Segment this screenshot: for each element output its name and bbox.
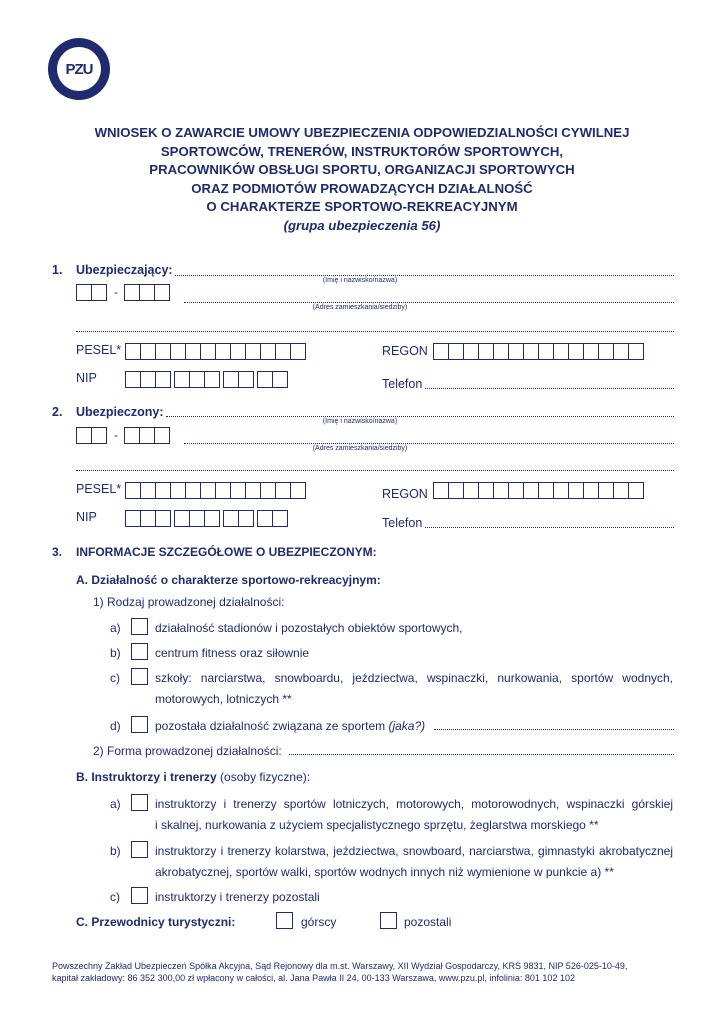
section2-address-line2[interactable] [76, 470, 674, 471]
section3c-heading: C. Przewodnicy turystyczni: [76, 915, 236, 929]
option-d-checkbox[interactable] [131, 716, 148, 733]
option-d-italic: (jaka?) [388, 719, 426, 733]
section1-pesel-label: PESEL* [76, 343, 122, 357]
option-letter: c) [110, 671, 120, 685]
section2-pesel-boxes[interactable] [125, 482, 305, 499]
title-line: PRACOWNIKÓW OBSŁUGI SPORTU, ORGANIZACJI SPORTOWYCH [149, 162, 575, 177]
guide-other-label: pozostali [404, 915, 452, 929]
section1-name-hint: (Imię i nazwisko/nazwa) [322, 277, 398, 284]
option-d-label: pozostała działalność związana ze sportem [155, 719, 386, 733]
instructor-a-text-line2: i skalnej, nurkowania z użyciem specjalistycznego sprzętu, żeglarstwa morskiego ** [155, 818, 599, 832]
option-letter: c) [110, 890, 120, 904]
footer-line1: Powszechny Zakład Ubezpieczeń Spółka Akcyjna, Sąd Rejonowy dla m.st. Warszawy, XII Wydział Gospodarczy, KRS 9831, NIP 526-025-10-49, [52, 961, 628, 971]
section3a-question2: 2) Forma prowadzonej działalności: [93, 744, 282, 758]
instructor-b-text-line2: akrobatycznej, sportów walki, sportów wodnych innych niż wymienione w punkcie a) ** [155, 865, 614, 879]
option-d-text [155, 719, 425, 733]
question2-line[interactable] [289, 754, 674, 755]
option-c-text-line2: motorowych, lotniczych ** [155, 692, 292, 706]
section3-number: 3. [52, 545, 63, 559]
instructor-c-checkbox[interactable] [131, 887, 148, 904]
guide-other-checkbox[interactable] [380, 912, 397, 929]
option-d-line[interactable] [434, 729, 674, 730]
option-c-text: szkoły: narciarstwa, snowboardu, jeździectwa, wspinaczki, nurkowania, sportów wodnych, [155, 671, 673, 685]
section2-number: 2. [52, 405, 63, 419]
section1-number: 1. [52, 263, 63, 277]
section2-phone-line[interactable] [425, 527, 674, 528]
instructor-b-checkbox[interactable] [131, 841, 148, 858]
pzu-logo [48, 38, 110, 100]
section1-pesel-boxes[interactable] [125, 343, 305, 360]
section2-label: Ubezpieczony: [76, 405, 164, 419]
section2-nip-label: NIP [76, 510, 97, 524]
title-line: WNIOSEK O ZAWARCIE UMOWY UBEZPIECZENIA ODPOWIEDZIALNOŚCI CYWILNEJ [94, 125, 630, 140]
section1-address-hint: (Adres zamieszkania/siedziby) [312, 304, 408, 311]
option-letter: b) [110, 646, 121, 660]
section2-nip-boxes[interactable] [125, 510, 287, 527]
footer [52, 960, 627, 984]
section3a-heading: A. Działalność o charakterze sportowo-rekreacyjnym: [76, 573, 381, 587]
section1-name-line[interactable] [175, 275, 674, 276]
option-a-checkbox[interactable] [131, 618, 148, 635]
option-b-checkbox[interactable] [131, 643, 148, 660]
option-letter: b) [110, 844, 121, 858]
guide-mountain-checkbox[interactable] [276, 912, 293, 929]
section1-regon-boxes[interactable] [433, 343, 643, 360]
section3b-heading-bold: B. Instruktorzy i trenerzy [76, 770, 217, 784]
option-a-text: działalność stadionów i pozostałych obiektów sportowych, [155, 621, 463, 635]
section1-label: Ubezpieczający: [76, 263, 173, 277]
title-subtitle: (grupa ubezpieczenia 56) [283, 217, 441, 233]
logo-text: PZU [57, 47, 101, 91]
option-b-text: centrum fitness oraz siłownie [155, 646, 310, 660]
title-line: O CHARAKTERZE SPORTOWO-REKREACYJNYM [206, 199, 518, 214]
option-c-checkbox[interactable] [131, 668, 148, 685]
section1-phone-line[interactable] [425, 388, 674, 389]
section1-address-line[interactable] [184, 302, 674, 303]
guide-mountain-label: górscy [301, 915, 337, 929]
section2-regon-boxes[interactable] [433, 482, 643, 499]
title-line: SPORTOWCÓW, TRENERÓW, INSTRUKTORÓW SPORTOWYCH, [160, 143, 564, 159]
section2-phone-label: Telefon [382, 516, 423, 530]
instructor-c-text: instruktorzy i trenerzy pozostali [155, 890, 320, 904]
section2-postcode-part2[interactable] [124, 427, 169, 444]
postcode-dash: - [114, 285, 118, 299]
section3-heading: INFORMACJE SZCZEGÓŁOWE O UBEZPIECZONYM: [76, 545, 377, 559]
section2-regon-label: REGON [382, 487, 428, 501]
section2-address-line[interactable] [184, 443, 674, 444]
section2-postcode-part1[interactable] [76, 427, 106, 444]
section2-name-hint: (Imię i nazwisko/nazwa) [322, 418, 398, 425]
section3a-question1: 1) Rodzaj prowadzonej działalności: [93, 595, 285, 609]
section1-phone-label: Telefon [382, 377, 423, 391]
title-line: ORAZ PODMIOTÓW PROWADZĄCYCH DZIAŁALNOŚĆ [191, 180, 533, 196]
section3b-heading [76, 770, 310, 784]
section1-address-line2[interactable] [76, 331, 674, 332]
section1-postcode-part1[interactable] [76, 284, 106, 301]
section1-nip-label: NIP [76, 371, 97, 385]
instructor-a-text: instruktorzy i trenerzy sportów lotniczych, motorowych, motorowodnych, wspinaczki górskiej [155, 797, 673, 811]
section1-nip-boxes[interactable] [125, 371, 287, 388]
section2-address-hint: (Adres zamieszkania/siedziby) [312, 445, 408, 452]
option-letter: d) [110, 719, 121, 733]
section2-name-line[interactable] [166, 416, 674, 417]
footer-line2: kapitał zakładowy: 86 352 300,00 zł wpłacony w całości, al. Jana Pawła II 24, 00-133 Warszawa, www.pzu.pl, infolinia: 801 102 102 [52, 973, 575, 983]
section1-postcode-part2[interactable] [124, 284, 169, 301]
section2-pesel-label: PESEL* [76, 482, 122, 496]
postcode-dash: - [114, 428, 118, 442]
option-letter: a) [110, 621, 121, 635]
section3b-heading-normal: (osoby fizyczne): [220, 770, 311, 784]
form-title [40, 124, 684, 235]
instructor-a-checkbox[interactable] [131, 794, 148, 811]
section1-regon-label: REGON [382, 344, 428, 358]
option-letter: a) [110, 797, 121, 811]
instructor-b-text: instruktorzy i trenerzy kolarstwa, jeździectwa, snowboard, narciarstwa, gimnastyki akrobatycznej [155, 844, 673, 858]
